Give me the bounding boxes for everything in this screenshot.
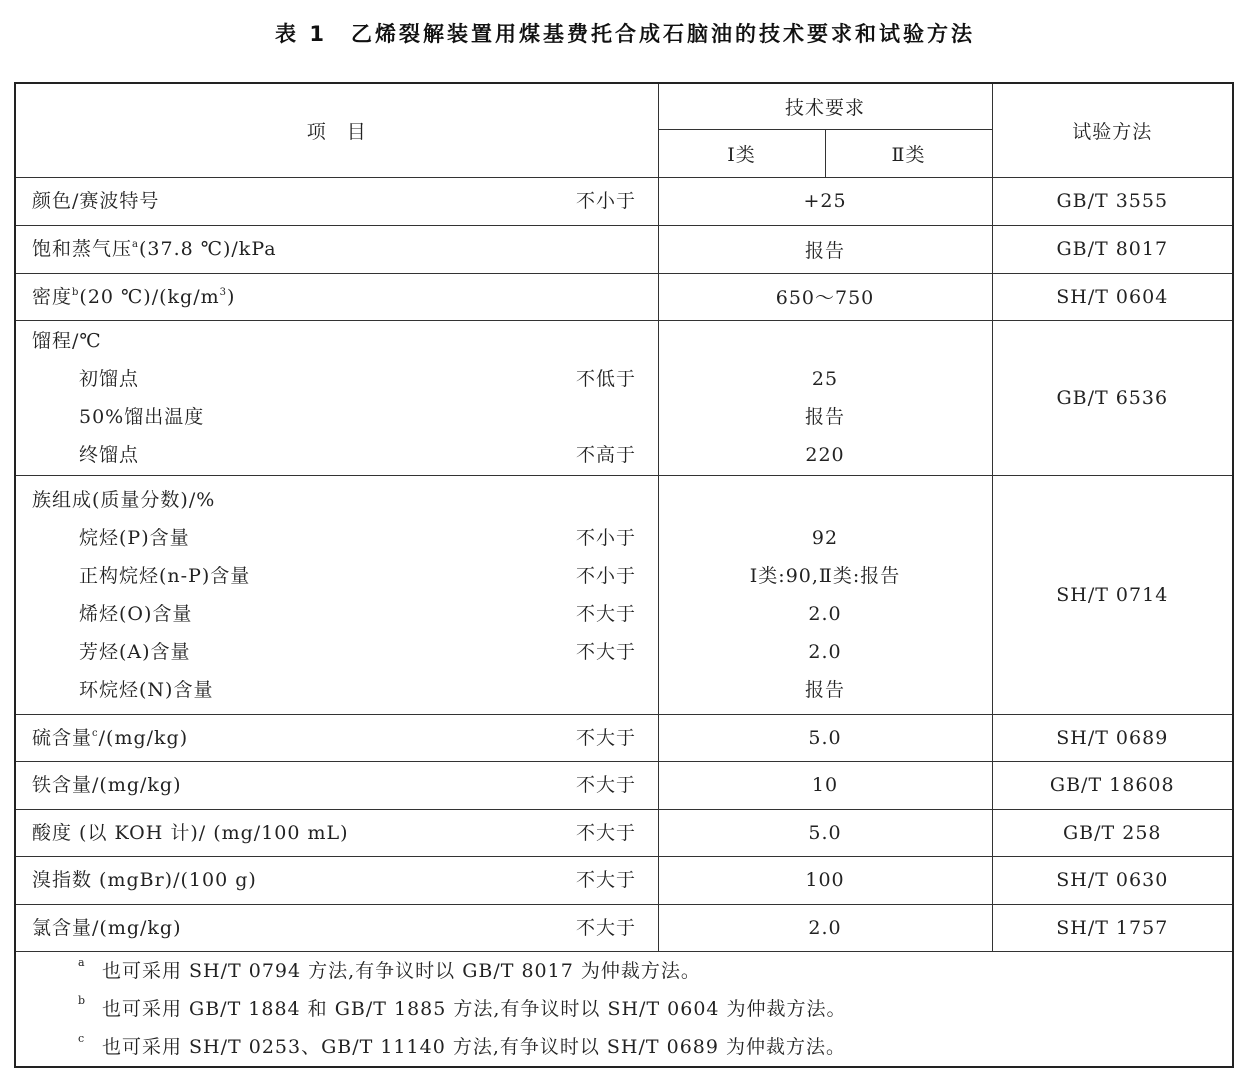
row-name: 饱和蒸气压$^a$(37.8 ℃)/kPa [32,238,277,260]
row-method: SH/T 0604 [992,273,1233,320]
footnote-mark: a [132,239,139,250]
subrow-value: Ⅰ类:90,Ⅱ类:报告 [749,564,901,587]
table-title: 表 1 乙烯裂解装置用煤基费托合成石脑油的技术要求和试验方法 [275,22,975,46]
row-limit: 不大于 [576,726,637,749]
subrow-value: 报告 [805,678,846,701]
table-row [15,177,1233,225]
row-value: 650～750 [658,273,992,320]
row-value: 报告 [658,225,992,273]
table-row [15,809,1233,856]
row-method: SH/T 1757 [992,904,1233,951]
subrow: 环烷烃(N)含量 [79,678,214,701]
table-row [15,320,1233,475]
subrow: 初馏点 不低于 [79,367,637,390]
row-method: SH/T 0689 [992,714,1233,761]
row-value: 10 [658,761,992,809]
subrow: 芳烃(A)含量 不大于 [79,640,637,663]
row-limit: 不大于 [576,869,637,891]
row-limit: 不大于 [576,821,637,844]
footnotes [15,951,1233,1067]
table-row [15,856,1233,904]
table-row [15,761,1233,809]
subrow: 烯烃(O)含量 不大于 [79,602,637,625]
subrow: 50%馏出温度 [79,405,205,428]
header-class-2: Ⅱ类 [825,129,992,177]
row-value: 5.0 [658,809,992,856]
subrow-value: 2.0 [808,640,842,663]
footnote-mark: b [78,993,87,1007]
row-name: 硫含量$^c$/(mg/kg) [32,726,189,749]
table-row [15,225,1233,273]
row-name: 馏程/℃ [32,329,102,352]
row-limit: 不大于 [576,774,637,796]
footnote-mark: a [78,955,86,969]
row-method: GB/T 3555 [992,177,1233,225]
row-limit: 不小于 [576,190,637,212]
row-name: 铁含量/(mg/kg) [32,774,182,796]
header-test-method: 试验方法 [992,83,1233,177]
footnotes-row [15,951,1233,1067]
header-item: 项 目 [15,83,658,177]
row-name: 颜色/赛波特号 [32,190,160,212]
spec-table [14,82,1234,1068]
table-row [15,475,1233,714]
row-name: 密度$^b$(20 $℃)/(kg/m^3)$ [32,285,236,308]
header-tech-requirement: 技术要求 [658,83,992,129]
footnote-mark: c [92,727,99,739]
subrow-value: 2.0 [808,602,842,625]
subrow-value: 92 [811,526,839,549]
row-value: +25 [658,177,992,225]
row-method: GB/T 6536 [992,320,1233,475]
row-name: 溴指数 (mgBr)/(100 g) [32,869,257,891]
subrow: 烷烃(P)含量 不小于 [79,526,637,549]
footnote-mark: b [72,286,80,298]
subrow-value: 220 [805,443,845,466]
row-method: GB/T 18608 [992,761,1233,809]
subrow-value: 25 [811,367,839,390]
row-name: 氯含量/(mg/kg) [32,916,182,939]
row-method: GB/T 8017 [992,225,1233,273]
row-value: 100 [658,856,992,904]
row-value: 2.0 [658,904,992,951]
subrow: 正构烷烃(n-P)含量 不小于 [79,564,637,587]
header-class-1: Ⅰ类 [658,129,825,177]
table-row [15,273,1233,320]
footnote: c 也可采用 SH/T 0253、GB/T 11140 方法,有争议时以 SH/T 0689 为仲裁方法。 [16,1028,1232,1066]
row-name: 族组成(质量分数)/% [32,488,216,511]
row-method: SH/T 0630 [992,856,1233,904]
table-row [15,904,1233,951]
subrow-value: 报告 [805,405,846,428]
footnote: a 也可采用 SH/T 0794 方法,有争议时以 GB/T 8017 为仲裁方法。 [16,952,1232,990]
footnote-mark: c [78,1031,86,1045]
row-value: 5.0 [658,714,992,761]
row-name: 酸度 (以 KOH 计)/ (mg/100 mL) [32,821,349,844]
row-limit: 不大于 [576,916,637,939]
table-row [15,714,1233,761]
footnote: b 也可采用 GB/T 1884 和 GB/T 1885 方法,有争议时以 SH/T 0604 为仲裁方法。 [16,990,1232,1028]
row-method: SH/T 0714 [992,475,1233,714]
row-method: GB/T 258 [992,809,1233,856]
subrow: 终馏点 不高于 [79,443,637,466]
